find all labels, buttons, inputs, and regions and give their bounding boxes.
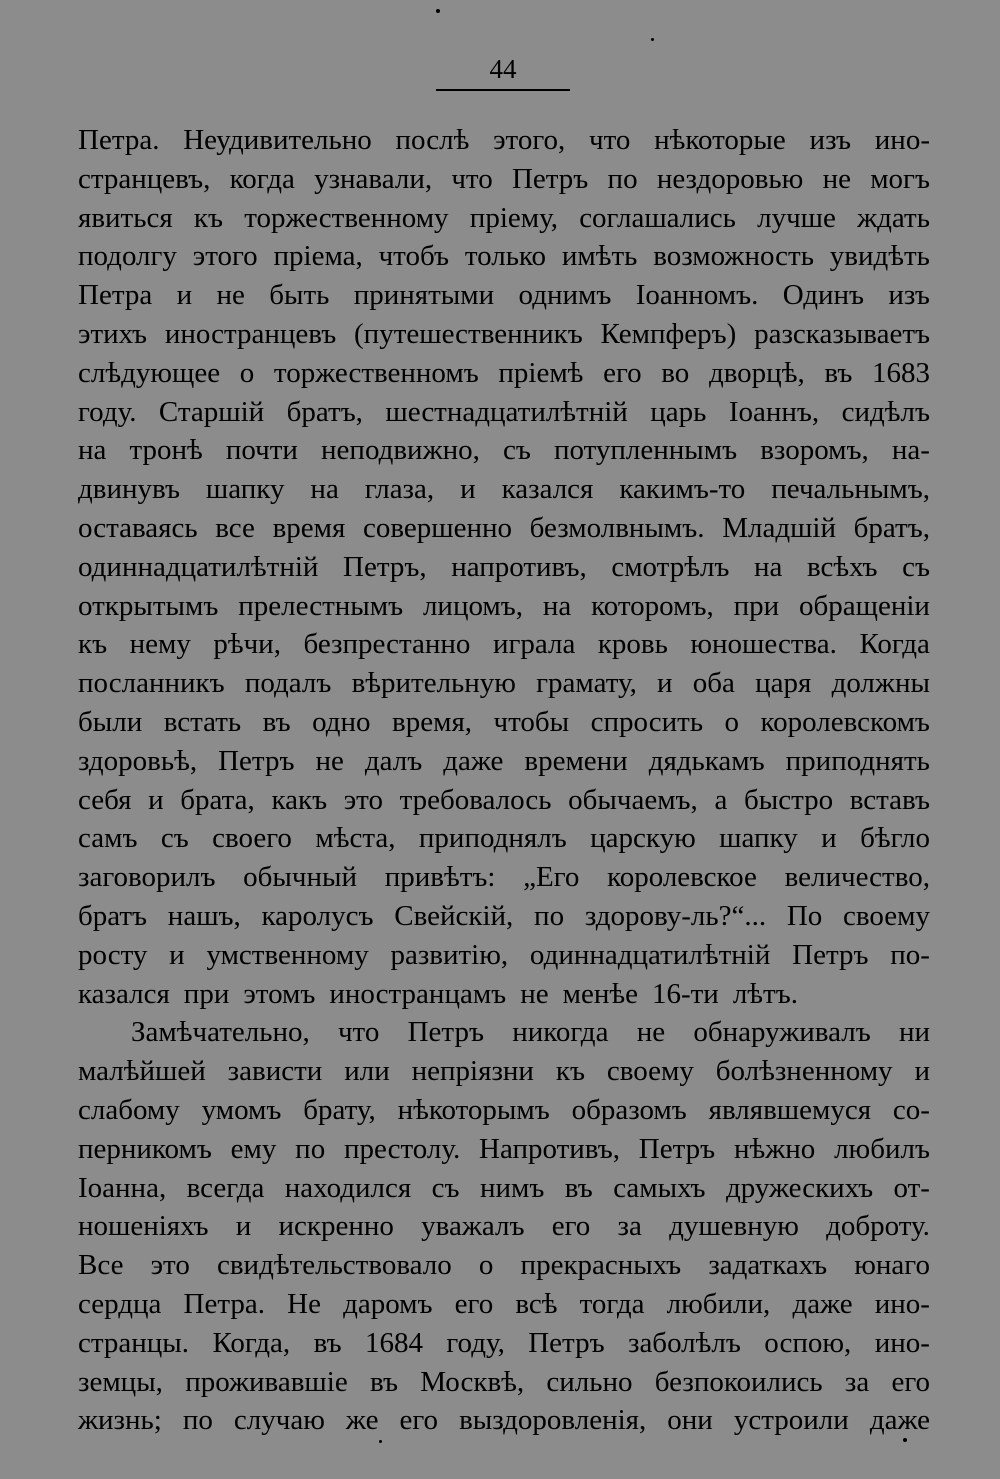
print-speck bbox=[436, 9, 440, 13]
text-line: росту и умственному развитію, одиннадцатилѣтній Петръ по- bbox=[78, 938, 930, 971]
text-line: ношеніяхъ и искренно уважалъ его за душевную доброту. bbox=[78, 1210, 930, 1243]
text-line: Петра. Неудивительно послѣ этого, что нѣкоторые изъ ино- bbox=[78, 124, 930, 156]
text-line: заговорилъ обычный привѣтъ: „Его королевское величество, bbox=[78, 861, 930, 894]
text-line: слѣдующее о торжественномъ пріемѣ его во дворцѣ, въ 1683 bbox=[78, 356, 930, 389]
text-line: подолгу этого пріема, чтобъ только имѣть возможность увидѣть bbox=[78, 240, 930, 273]
text-line: братъ нашъ, каролусъ Свейскій, по здорову-ль?“... По своему bbox=[78, 899, 930, 932]
print-speck bbox=[379, 1440, 382, 1443]
text-line: этихъ иностранцевъ (путешественникъ Кемпферъ) разсказываетъ bbox=[78, 317, 930, 350]
text-line: слабому умомъ брату, нѣкоторымъ образомъ являвшемуся со- bbox=[78, 1093, 930, 1126]
text-line: странцевъ, когда узнавали, что Петръ по нездоровью не могъ bbox=[78, 162, 930, 195]
text-line: явиться къ торжественному пріему, соглашались лучше ждать bbox=[78, 201, 930, 234]
text-line: Замѣчательно, что Петръ никогда не обнаруживалъ ни bbox=[131, 1016, 930, 1049]
text-line: малѣйшей зависти или непріязни къ своему болѣзненному и bbox=[78, 1055, 930, 1088]
text-line: казался при этомъ иностранцамъ не менѣе 16-ти лѣтъ. bbox=[78, 977, 798, 1010]
text-line: году. Старшій братъ, шестнадцатилѣтній царь Іоаннъ, сидѣлъ bbox=[78, 395, 930, 428]
text-line: одиннадцатилѣтній Петръ, напротивъ, смотрѣлъ на всѣхъ съ bbox=[78, 550, 930, 583]
text-line: двинувъ шапку на глаза, и казался какимъ-то печальнымъ, bbox=[78, 473, 930, 506]
print-speck bbox=[903, 1438, 907, 1442]
text-line: сердца Петра. Не даромъ его всѣ тогда любили, даже ино- bbox=[78, 1287, 930, 1320]
body-text bbox=[78, 121, 930, 1440]
text-line: посланникъ подалъ вѣрительную грамату, и оба царя должны bbox=[78, 667, 930, 700]
text-line: себя и брата, какъ это требовалось обычаемъ, а быстро вставъ bbox=[78, 783, 930, 816]
text-line: Все это свидѣтельствовало о прекрасныхъ задаткахъ юнаго bbox=[78, 1249, 930, 1282]
text-line: здоровьѣ, Петръ не далъ даже времени дядькамъ приподнять bbox=[78, 744, 930, 777]
print-speck bbox=[651, 38, 654, 41]
page-number: 44 bbox=[436, 52, 570, 91]
text-line: на тронѣ почти неподвижно, съ потупленнымъ взоромъ, на- bbox=[78, 434, 930, 467]
text-line: перникомъ ему по престолу. Напротивъ, Петръ нѣжно любилъ bbox=[78, 1132, 930, 1165]
text-line: оставаясь все время совершенно безмолвнымъ. Младшій братъ, bbox=[78, 511, 930, 544]
text-line: были встать въ одно время, чтобы спросить о королевскомъ bbox=[78, 705, 930, 738]
text-line: открытымъ прелестнымъ лицомъ, на которомъ, при обращеніи bbox=[78, 589, 930, 622]
text-line: самъ съ своего мѣста, приподнялъ царскую шапку и бѣгло bbox=[78, 822, 930, 855]
text-line: Іоанна, всегда находился съ нимъ въ самыхъ дружескихъ от- bbox=[78, 1171, 930, 1204]
text-line: странцы. Когда, въ 1684 году, Петръ заболѣлъ оспою, ино- bbox=[78, 1326, 930, 1359]
text-line: къ нему рѣчи, безпрестанно играла кровь юношества. Когда bbox=[78, 628, 930, 661]
text-line: Петра и не быть принятыми однимъ Іоанномъ. Одинъ изъ bbox=[78, 279, 930, 312]
text-line: земцы, проживавшіе въ Москвѣ, сильно безпокоились за его bbox=[78, 1365, 930, 1398]
text-line: жизнь; по случаю же его выздоровленія, они устроили даже bbox=[78, 1404, 930, 1437]
